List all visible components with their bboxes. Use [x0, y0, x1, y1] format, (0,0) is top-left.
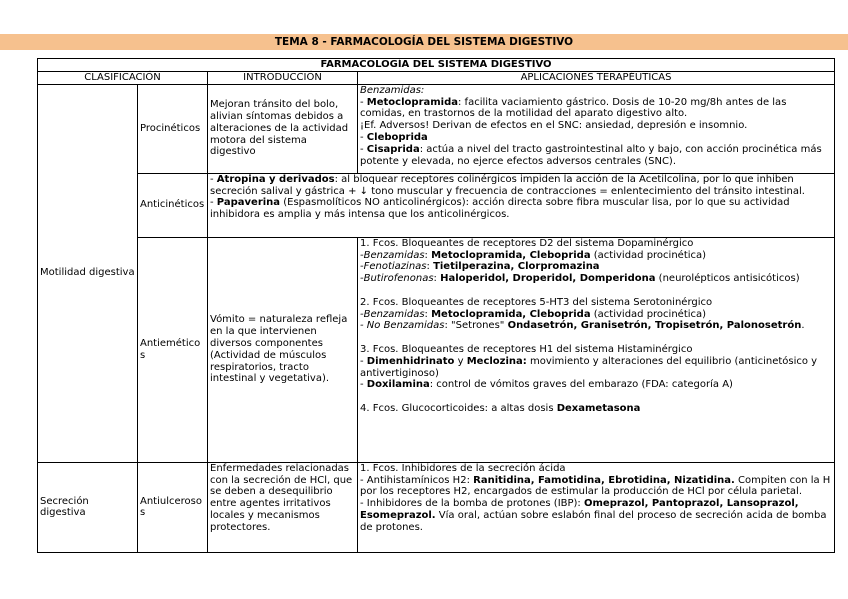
bullet: - [360, 379, 367, 391]
note: (actividad procinética) [590, 249, 707, 261]
apps-procineticos [358, 84, 835, 173]
antih2-text: Compiten con la H por los receptores H2, encargados de estimular la producción de HCl por célula parietal. [360, 474, 831, 498]
drugs-ibp: Omeprazol, Pantoprazol, Lansoprazol, Esomeprazol. [360, 498, 799, 521]
category-anticineticos: Anticinéticos [138, 173, 208, 237]
drugs-benzamidas: Metoclopramida, Cleboprida [431, 308, 591, 320]
apps-antiemeticos [358, 237, 835, 462]
drug-papaverina: Papaverina [216, 197, 281, 209]
drugs-fenotiazinas: Tietilperazina, Clorpromazina [433, 261, 600, 273]
apps-anticineticos [208, 173, 835, 237]
atropina-text: : al bloquear receptores colinérgicos impiden la acción de la Acetilcolina, por lo que inhiben secreción salival y gástrica + ↓ tono muscular y frecuencia de contracciones = enlentecimiento del tránsito intestinal. [210, 173, 805, 197]
bullet: - [360, 96, 367, 108]
metoclopramida-text: : facilita vaciamiento gástrico. Dosis de 10-20 mg/8h antes de las comidas, en trastornos de la motilidad del aparato digestivo alto. [360, 96, 787, 120]
group-motilidad: Motilidad digestiva [38, 84, 138, 462]
spacer [360, 391, 832, 403]
document-banner-title: TEMA 8 - FARMACOLOGÍA DEL SISTEMA DIGESTIVO [0, 34, 848, 50]
category-procineticos: Procinéticos [138, 84, 208, 173]
separator: : [424, 308, 432, 320]
cisaprida-text: : actúa a nivel del tracto gastrointestinal alto y bajo, con acción procinética más potente y elevada, no ejerce efectos adversos centrales (SNC). [360, 143, 822, 167]
butirofenonas-label: -Butirofenonas [360, 273, 434, 285]
header-introduccion: INTRODUCCIÓN [208, 71, 358, 84]
bullet: - [210, 197, 217, 209]
bullet: - [360, 143, 367, 155]
row-procineticos [38, 84, 835, 173]
group-h1-heading: 3. Fcos. Bloqueantes de receptores H1 del sistema Histaminérgico [360, 343, 693, 355]
drug-atropina: Atropina y derivados [216, 173, 335, 185]
bullet: - [210, 173, 217, 185]
intro-antiulcerosos: Enfermedades relacionadas con la secreción de HCl, que se deben a desequilibrio entre agentes irritativos locales y mecanismos protectores. [208, 462, 358, 552]
table-title: FARMACOLOGÍA DEL SISTEMA DIGESTIVO [38, 59, 835, 72]
ibp-text: Vía oral, actúan sobre eslabón final del proceso de secreción acida de bomba de protones. [360, 509, 827, 533]
drug-dimenhidrinato: Dimenhidrinato [366, 355, 455, 367]
spacer [360, 332, 832, 344]
group-5ht3-heading: 2. Fcos. Bloqueantes de receptores 5-HT3 del sistema Serotoninérgico [360, 296, 713, 308]
conjunction: y [454, 355, 467, 367]
spacer [360, 285, 832, 297]
fenotiazinas-label: -Fenotiazinas [360, 261, 427, 273]
inhibidores-heading: 1. Fcos. Inhibidores de la secreción ácida [360, 462, 566, 474]
drug-cleboprida: Cleboprida [366, 131, 428, 143]
drug-dexametasona: Dexametasona [556, 402, 641, 414]
drug-cisaprida: Cisaprida [366, 143, 420, 155]
drug-doxilamina: Doxilamina [366, 379, 430, 391]
separator: : [424, 249, 432, 261]
header-aplicaciones: APLICACIONES TERAPÉUTICAS [358, 71, 835, 84]
pharmacology-table [37, 58, 835, 553]
benzamidas-label: Benzamidas: [360, 84, 425, 96]
group-glucocorticoides-heading: 4. Fcos. Glucocorticoides: a altas dosis [360, 402, 557, 414]
drugs-butirofenonas: Haloperidol, Droperidol, Domperidona [440, 273, 656, 285]
separator: : [433, 273, 441, 285]
bullet: - [360, 355, 367, 367]
note: movimiento y alteraciones del equilibrio (anticinetósico y antivertiginoso) [360, 355, 818, 379]
category-antiulcerosos: Antiulcerosos [138, 462, 208, 552]
group-d2-heading: 1. Fcos. Bloqueantes de receptores D2 del sistema Dopaminérgico [360, 237, 694, 249]
note: (neurolépticos antisicóticos) [655, 273, 800, 285]
drug-meclozina: Meclozina: [466, 355, 527, 367]
benzamidas-label: -Benzamidas [360, 308, 425, 320]
row-antiulcerosos [38, 462, 835, 552]
adverse-effects-text: ¡Ef. Adversos! Derivan de efectos en el SNC: ansiedad, depresión e insomnio. [360, 120, 748, 132]
benzamidas-label: -Benzamidas [360, 249, 425, 261]
setrones-text: : "Setrones" [444, 320, 508, 332]
header-clasificacion: CLASIFICACIÓN [38, 71, 208, 84]
antihistaminicos-label: - Antihistamínicos H2: [360, 474, 474, 486]
group-secrecion: Secreción digestiva [38, 462, 138, 552]
period: . [801, 320, 805, 332]
note: : control de vómitos graves del embarazo (FDA: categoría A) [429, 379, 733, 391]
intro-procineticos: Mejoran tránsito del bolo, alivian síntomas debidos a alteraciones de la actividad motora del sistema digestivo [208, 84, 358, 173]
row-antiemeticos [38, 237, 835, 462]
ibp-label: - Inhibidores de la bomba de protones (IBP): [360, 498, 584, 510]
drug-metoclopramida: Metoclopramida [366, 96, 458, 108]
category-antiemeticos: Antieméticos [138, 237, 208, 462]
intro-antiemeticos: Vómito = naturaleza refleja en la que intervienen diversos componentes (Actividad de músculos respiratorios, tracto intestinal y vegetativa). [208, 237, 358, 462]
drugs-benzamidas: Metoclopramida, Cleboprida [431, 249, 591, 261]
no-benzamidas-label: - No Benzamidas [360, 320, 445, 332]
drugs-antih2: Ranitidina, Famotidina, Ebrotidina, Nizatidina. [473, 474, 735, 486]
row-anticineticos [38, 173, 835, 237]
papaverina-text: (Espasmolíticos NO anticolinérgicos): acción directa sobre fibra muscular lisa, por lo que su actividad inhibidora es amplia y más intensa que los anticolinérgicos. [210, 197, 790, 221]
note: (actividad procinética) [590, 308, 707, 320]
bullet: - [360, 131, 367, 143]
apps-antiulcerosos [358, 462, 835, 552]
drugs-setrones: Ondasetrón, Granisetrón, Tropisetrón, Palonosetrón [507, 320, 802, 332]
separator: : [426, 261, 434, 273]
